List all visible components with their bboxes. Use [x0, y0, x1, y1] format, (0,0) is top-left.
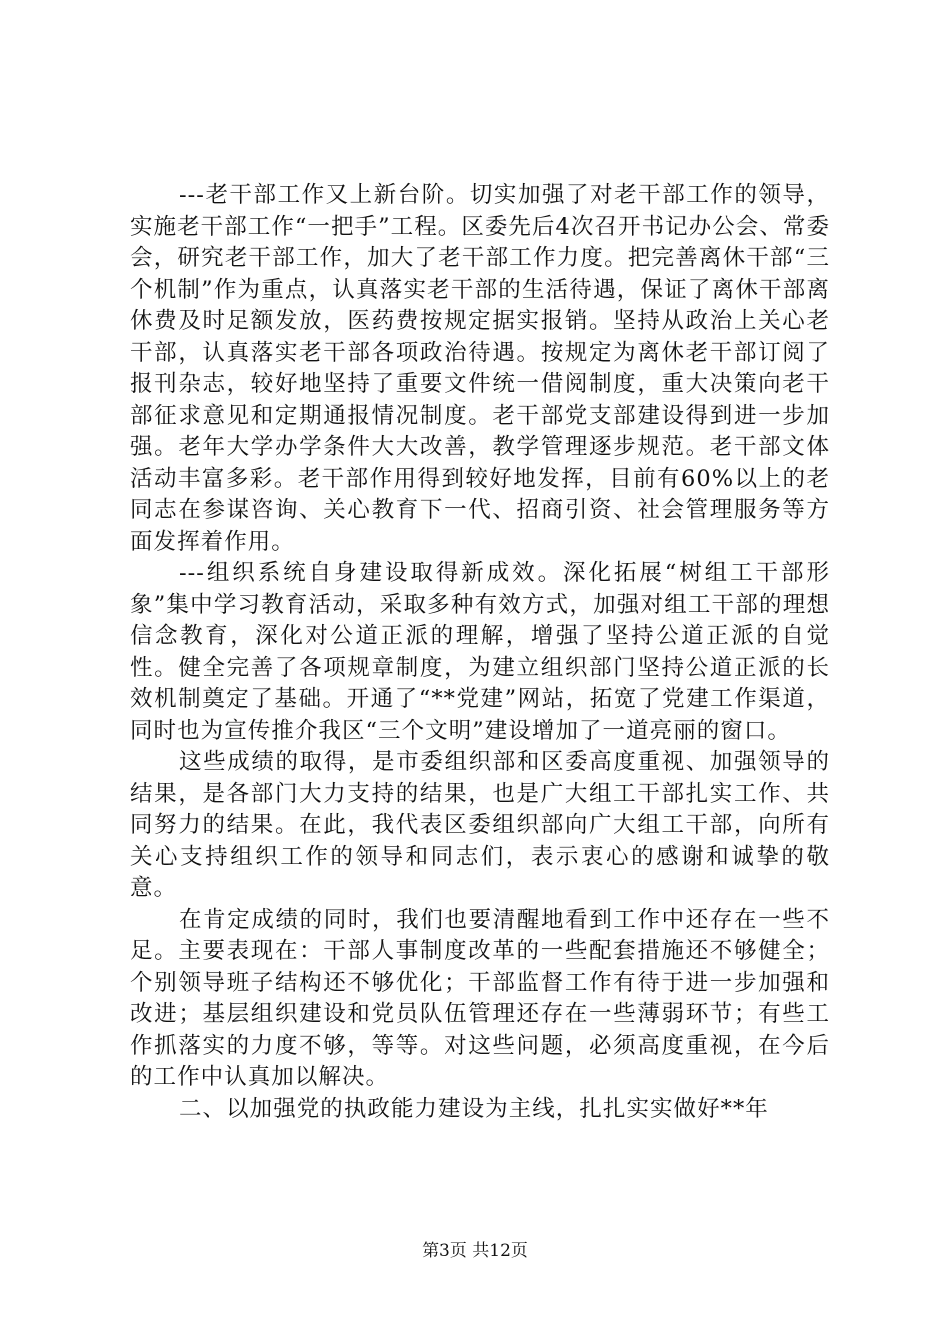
- paragraph-shortcomings: 在肯定成绩的同时，我们也要清醒地看到工作中还存在一些不足。主要表现在：干部人事制度改革的一些配套措施还不够健全；个别领导班子结构还不够优化；干部监督工作有待于进一步加强和改进；基层组织建设和党员队伍管理还存在一些薄弱环节；有些工作抓落实的力度不够，等等。对这些问题，必须高度重视，在今后的工作中认真加以解决。: [130, 906, 830, 1090]
- paragraph-veteran-cadres: ---老干部工作又上新台阶。切实加强了对老干部工作的领导，实施老干部工作“一把手”工程。区委先后4次召开书记办公会、常委会，研究老干部工作，加大了老干部工作力度。把完善离休干部“三个机制”作为重点，认真落实老干部的生活待遇，保证了离休干部离休费及时足额发放，医药费按规定据实报销。坚持从政治上关心老干部，认真落实老干部各项政治待遇。按规定为离休老干部订阅了报刊杂志，较好地坚持了重要文件统一借阅制度，重大决策向老干部征求意见和定期通报情况制度。老干部党支部建设得到进一步加强。老年大学办学条件大大改善，教学管理逐步规范。老干部文体活动丰富多彩。老干部作用得到较好地发挥，目前有60%以上的老同志在参谋咨询、关心教育下一代、招商引资、社会管理服务等方面发挥着作用。: [130, 182, 830, 555]
- section-heading-two: 二、以加强党的执政能力建设为主线，扎扎实实做好**年: [179, 1095, 769, 1122]
- document-body: [130, 180, 830, 1125]
- paragraph-organization-system: ---组织系统自身建设取得新成效。深化拓展“树组工干部形象”集中学习教育活动，采取多种有效方式，加强对组工干部的理想信念教育，深化对公道正派的理解，增强了坚持公道正派的自觉性。健全完善了各项规章制度，为建立组织部门坚持公道正派的长效机制奠定了基础。开通了“**党建”网站，拓宽了党建工作渠道，同时也为宣传推介我区“三个文明”建设增加了一道亮丽的窗口。: [130, 560, 830, 744]
- page-footer: 第3页 共12页: [422, 1241, 528, 1261]
- paragraph-achievements-thanks: 这些成绩的取得，是市委组织部和区委高度重视、加强领导的结果，是各部门大力支持的结果，也是广大组工干部扎实工作、共同努力的结果。在此，我代表区委组织部向广大组工干部，向所有关心支持组织工作的领导和同志们，表示衷心的感谢和诚挚的敬意。: [130, 749, 830, 901]
